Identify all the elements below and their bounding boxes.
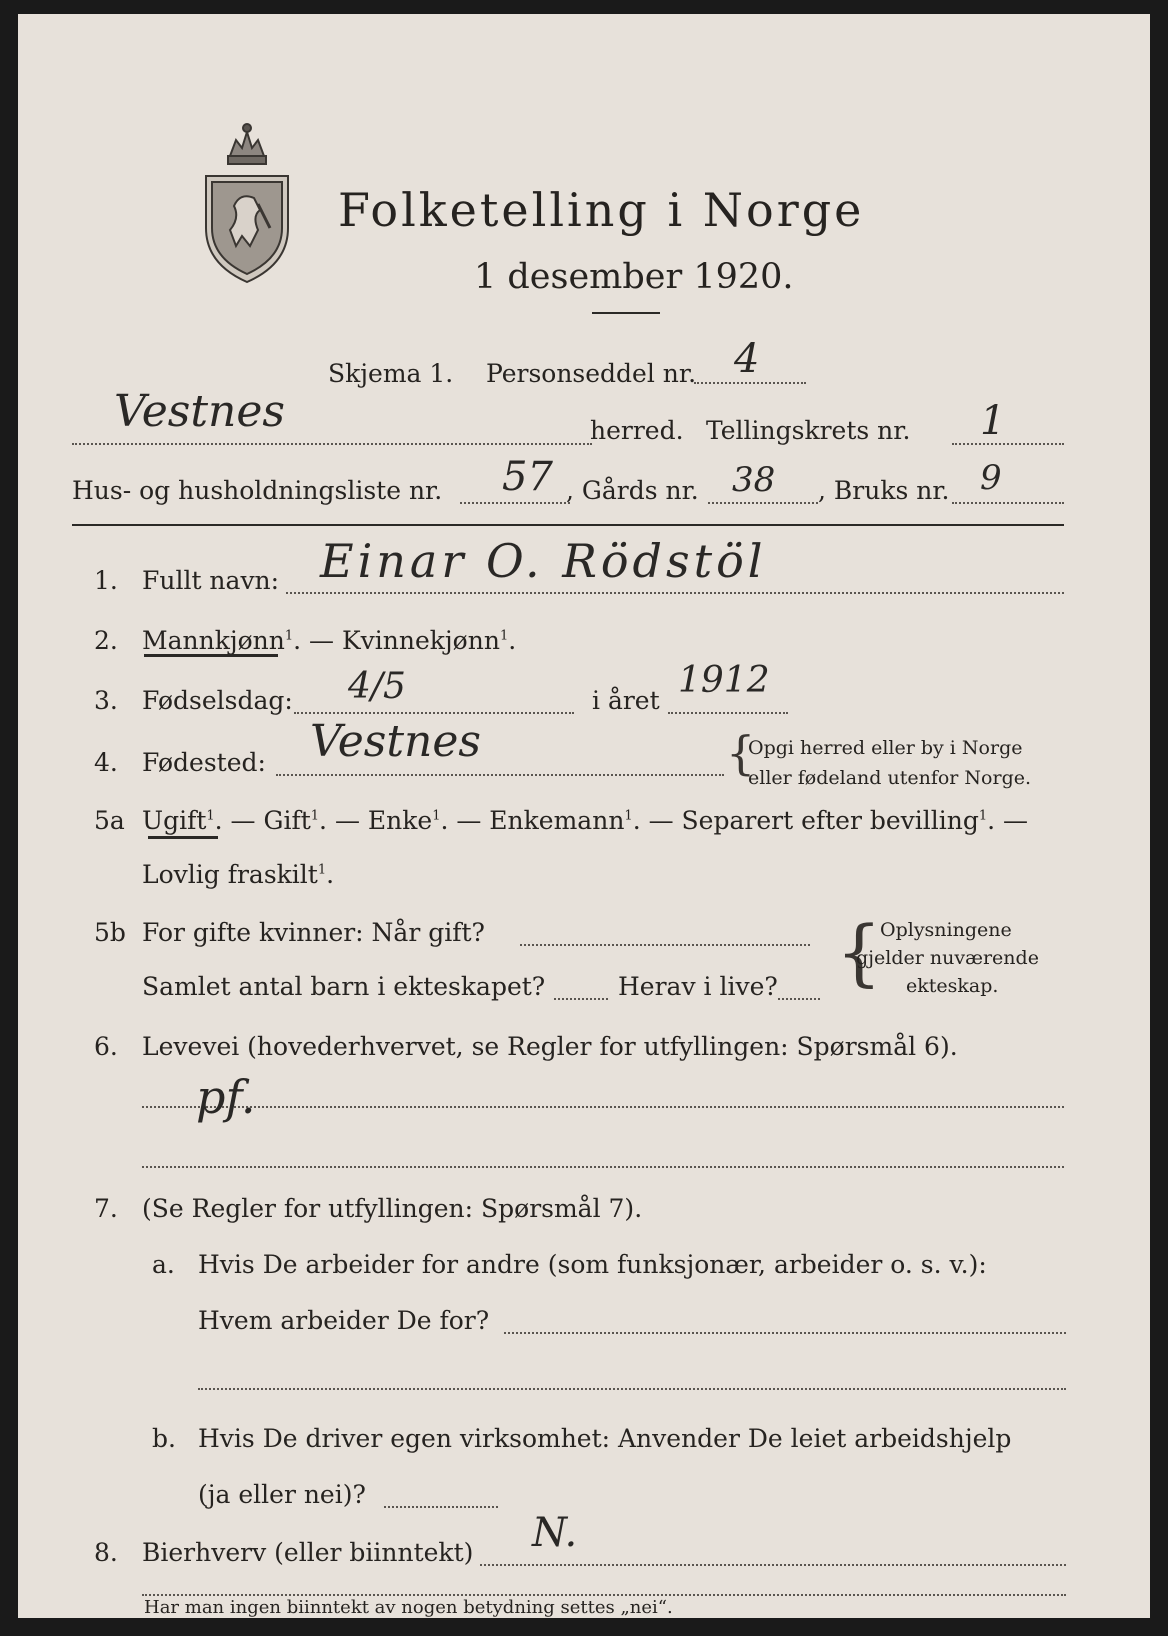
title-divider bbox=[592, 312, 660, 314]
q7a-number: a. bbox=[152, 1250, 175, 1279]
gards-line bbox=[708, 502, 818, 504]
schema-label: Skjema 1. bbox=[328, 359, 454, 388]
herred-label: herred. bbox=[590, 416, 684, 445]
q5a-line2 bbox=[142, 860, 334, 890]
q7-label: (Se Regler for utfyllingen: Spørsmål 7). bbox=[142, 1194, 643, 1223]
personseddel-line bbox=[694, 382, 806, 384]
q5b-line3 bbox=[778, 998, 820, 1000]
header-rule bbox=[72, 524, 1064, 526]
q3-year-label: i året bbox=[592, 686, 660, 715]
q1-label: Fullt navn: bbox=[142, 566, 280, 595]
gards-label: , Gårds nr. bbox=[566, 476, 699, 505]
gards-value: 38 bbox=[732, 460, 776, 500]
q5a-number: 5a bbox=[94, 806, 125, 835]
q5b-note3: ekteskap. bbox=[906, 975, 999, 997]
q5b-line2 bbox=[554, 998, 608, 1000]
hus-value: 57 bbox=[502, 454, 553, 500]
q7a-line2 bbox=[198, 1388, 1066, 1390]
hus-label: Hus- og husholdningsliste nr. bbox=[72, 476, 443, 505]
ugift-underline-mark bbox=[148, 836, 218, 839]
q5b-line1 bbox=[520, 944, 810, 946]
q5a-sup-3: 1 bbox=[432, 808, 441, 824]
q5a-enke: . — Enke bbox=[319, 806, 433, 835]
q8-value: N. bbox=[532, 1510, 578, 1556]
q1-line bbox=[286, 592, 1064, 594]
q7a-label: Hvis De arbeider for andre (som funksjonær, arbeider o. s. v.): bbox=[198, 1250, 987, 1279]
q4-note-line2: eller fødeland utenfor Norge. bbox=[748, 767, 1032, 789]
q3-number: 3. bbox=[94, 686, 118, 715]
q8-label: Bierhverv (eller biinntekt) bbox=[142, 1538, 474, 1567]
q7b-question: (ja eller nei)? bbox=[198, 1480, 366, 1509]
bruks-label: , Bruks nr. bbox=[818, 476, 950, 505]
q6-line2 bbox=[142, 1166, 1064, 1168]
q1-value: Einar O. Rödstöl bbox=[320, 534, 767, 588]
form-title: Folketelling i Norge bbox=[338, 183, 865, 237]
q5a-options bbox=[142, 806, 1028, 836]
q2-kvinne: Kvinnekjønn bbox=[341, 626, 500, 655]
q2-sep: . — bbox=[293, 626, 342, 655]
q2-kvinne-sup: 1 bbox=[499, 628, 509, 644]
q5a-sup-4: 1 bbox=[624, 808, 633, 824]
q5b-label2: Samlet antal barn i ekteskapet? bbox=[142, 972, 546, 1001]
q5a-gift: . — Gift bbox=[214, 806, 311, 835]
tellingskrets-value: 1 bbox=[980, 398, 1006, 444]
q6-label: Levevei (hovederhvervet, se Regler for utfyllingen: Spørsmål 6). bbox=[142, 1032, 958, 1061]
q2-number: 2. bbox=[94, 626, 118, 655]
q4-value: Vestnes bbox=[310, 716, 481, 767]
q5a-fraskilt: Lovlig fraskilt bbox=[142, 860, 318, 889]
q2-mann: Mannkjønn bbox=[142, 626, 285, 655]
q5b-brace: { bbox=[836, 910, 882, 994]
hus-line bbox=[460, 502, 570, 504]
q7b-line bbox=[384, 1506, 498, 1508]
mann-underline-mark bbox=[144, 654, 278, 657]
q5b-note1: Oplysningene bbox=[880, 919, 1012, 941]
q5a-ugift: Ugift bbox=[142, 806, 207, 835]
q7a-line1 bbox=[504, 1332, 1066, 1334]
footer-line bbox=[142, 1594, 1066, 1596]
q4-label: Fødested: bbox=[142, 748, 266, 777]
herred-line bbox=[72, 443, 592, 445]
census-form bbox=[18, 14, 1150, 1618]
q2-end: . bbox=[508, 626, 517, 655]
q6-value: pf. bbox=[196, 1070, 256, 1124]
q1-number: 1. bbox=[94, 566, 118, 595]
q4-line bbox=[276, 774, 724, 776]
q7b-number: b. bbox=[152, 1424, 176, 1453]
q8-number: 8. bbox=[94, 1538, 118, 1567]
q5a-separert: . — Separert efter bevilling bbox=[632, 806, 979, 835]
q3-label: Fødselsdag: bbox=[142, 686, 293, 715]
q5b-note2: gjelder nuværende bbox=[856, 947, 1039, 969]
q5a-end: . bbox=[326, 860, 335, 889]
q4-brace: { bbox=[726, 726, 756, 780]
q5b-label3: Herav i live? bbox=[618, 972, 778, 1001]
q5b-number: 5b bbox=[94, 918, 126, 947]
q7b-label: Hvis De driver egen virksomhet: Anvender De leiet arbeidshjelp bbox=[198, 1424, 1012, 1453]
q5a-dash: . — bbox=[987, 806, 1029, 835]
q3-year-value: 1912 bbox=[678, 660, 770, 701]
q5a-enkemann: . — Enkemann bbox=[440, 806, 625, 835]
q4-number: 4. bbox=[94, 748, 118, 777]
q2-mann-sup: 1 bbox=[284, 628, 294, 644]
personseddel-label: Personseddel nr. bbox=[486, 359, 697, 388]
census-date: 1 desember 1920. bbox=[474, 257, 794, 297]
q5a-sup-2: 1 bbox=[310, 808, 320, 824]
coat-of-arms-lion-icon bbox=[200, 118, 294, 286]
tellingskrets-label: Tellingskrets nr. bbox=[706, 416, 911, 445]
q6-line1 bbox=[142, 1106, 1064, 1108]
q3-line bbox=[294, 712, 574, 714]
herred-value: Vestnes bbox=[114, 386, 285, 437]
q5a-sup-6: 1 bbox=[317, 862, 327, 878]
q2-options bbox=[142, 626, 516, 656]
q8-line bbox=[480, 1564, 1066, 1566]
q7-number: 7. bbox=[94, 1194, 118, 1223]
q3-value: 4/5 bbox=[348, 666, 406, 707]
q4-note-line1: Opgi herred eller by i Norge bbox=[748, 737, 1023, 759]
personseddel-value: 4 bbox=[734, 336, 760, 382]
q6-number: 6. bbox=[94, 1032, 118, 1061]
q5a-sup-1: 1 bbox=[206, 808, 215, 824]
bruks-line bbox=[952, 502, 1064, 504]
q7a-question: Hvem arbeider De for? bbox=[198, 1306, 490, 1335]
footer-note: Har man ingen biinntekt av nogen betydning settes „nei“. bbox=[144, 1597, 673, 1618]
q3-year-line bbox=[668, 712, 788, 714]
tellingskrets-line bbox=[952, 443, 1064, 445]
bruks-value: 9 bbox=[980, 458, 1002, 498]
q5b-label1: For gifte kvinner: Når gift? bbox=[142, 918, 485, 947]
q5a-sup-5: 1 bbox=[978, 808, 988, 824]
